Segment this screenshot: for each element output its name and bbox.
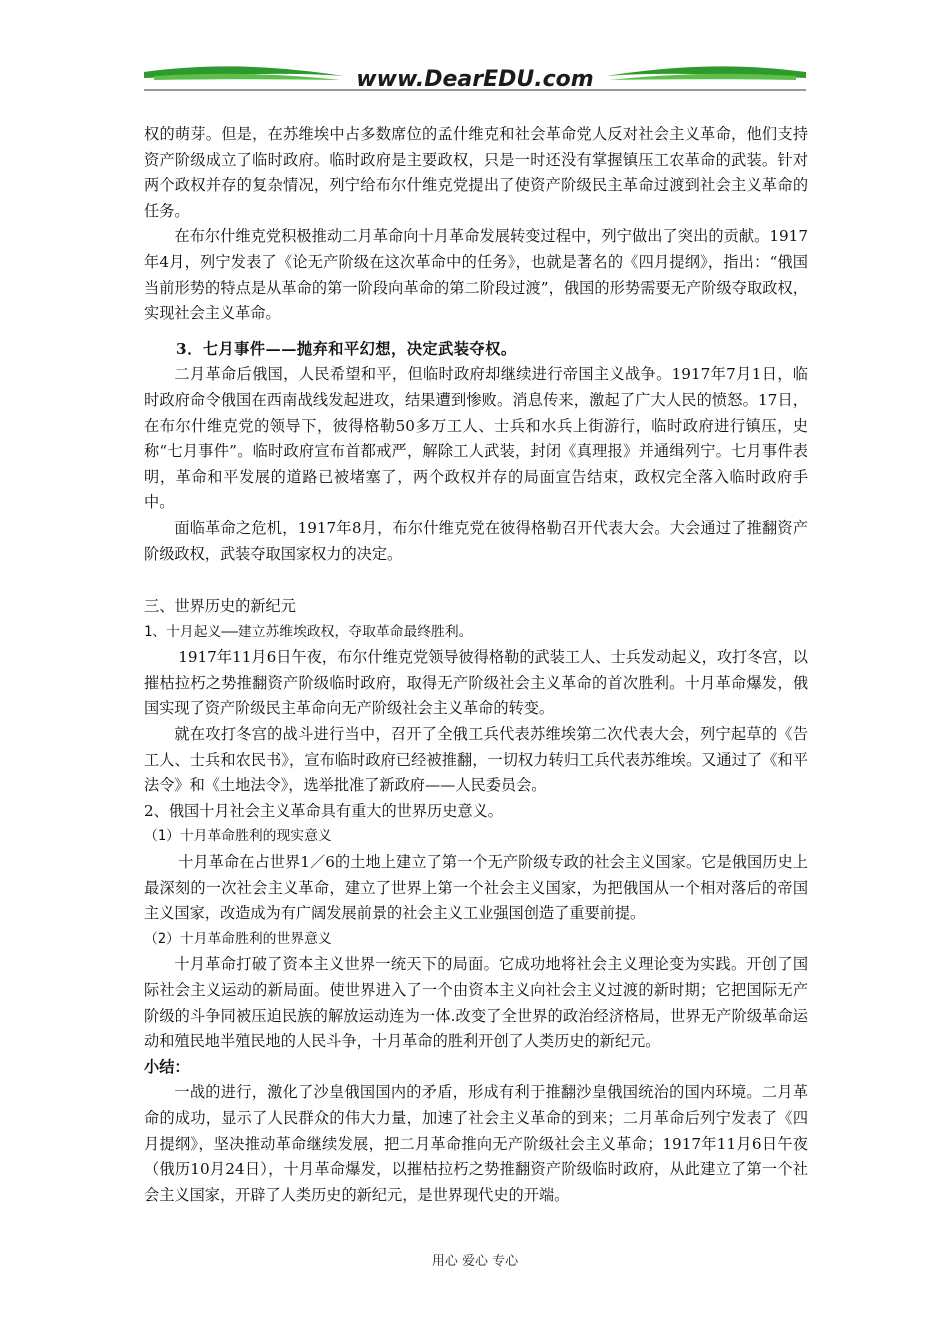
site-logo-header xyxy=(144,62,806,94)
paragraph: 十月革命在占世界1／6的土地上建立了第一个无产阶级专政的社会主义国家。它是俄国历史上最深刻的一次社会主义革命，建立了世界上第一个社会主义国家，为把俄国从一个相对落后的帝国主义国家，改造成为有广阔发展前景的社会主义工业强国创造了重要前提。 xyxy=(144,853,808,923)
document-body xyxy=(144,122,808,1208)
logo-swoosh-graphic xyxy=(144,62,806,94)
paragraph: 十月革命打破了资本主义世界一统天下的局面。它成功地将社会主义理论变为实践。开创了国际社会主义运动的新局面。使世界进入了一个由资本主义向社会主义过渡的新时期；它把国际无产阶级的斗争同被压迫民族的解放运动连为一体.改变了全世界的政治经济格局，世界无产阶级革命运动和殖民地半殖民地的人民斗争，十月革命的胜利开创了人类历史的新纪元。 xyxy=(144,955,808,1051)
paragraph: 一战的进行，激化了沙皇俄国国内的矛盾，形成有利于推翻沙皇俄国统治的国内环境。二月革命的成功，显示了人民群众的伟大力量，加速了社会主义革命的到来；二月革命后列宁发表了《四月提纲》，坚决推动革命继续发展，把二月革命推向无产阶级社会主义革命；1917年11月6日午夜（俄历10月24日），十月革命爆发，以摧枯拉朽之势推翻资产阶级临时政府，从此建立了第一个社会主义国家，开辟了人类历史的新纪元，是世界现代史的开端。 xyxy=(144,1083,808,1204)
subsection-heading: （1）十月革命胜利的现实意义 xyxy=(144,828,332,845)
paragraph: 就在攻打冬宫的战斗进行当中，召开了全俄工兵代表苏维埃第二次代表大会，列宁起草的《告工人、士兵和农民书》，宣布临时政府已经被推翻，一切权力转归工兵代表苏维埃。又通过了《和平法令》和《土地法令》，选举批准了新政府——人民委员会。 xyxy=(144,725,808,795)
subsection-heading: 2、俄国十月社会主义革命具有重大的世界历史意义。 xyxy=(144,801,503,820)
paragraph: 二月革命后俄国，人民希望和平，但临时政府却继续进行帝国主义战争。1917年7月1日，临时政府命令俄国在西南战线发起进攻，结果遭到惨败。消息传来，激起了广大人民的愤怒。17日，在布尔什维克党的领导下，彼得格勒50多万工人、士兵和水兵上街游行，临时政府进行镇压，史称“七月事件”。临时政府宣布首都戒严，解除工人武装，封闭《真理报》并通缉列宁。七月事件表明，革命和平发展的道路已被堵塞了，两个政权并存的局面宣告结束，政权完全落入临时政府手中。 xyxy=(144,365,808,512)
page-footer: 用心 爱心 专心 xyxy=(431,1254,519,1269)
paragraph: 面临革命之危机，1917年8月，布尔什维克党在彼得格勒召开代表大会。大会通过了推翻资产阶级政权，武装夺取国家权力的决定。 xyxy=(144,518,808,563)
paragraph: 权的萌芽。但是，在苏维埃中占多数席位的孟什维克和社会革命党人反对社会主义革命，他们支持资产阶级成立了临时政府。临时政府是主要政权，只是一时还没有掌握镇压工农革命的武装。针对两个政权并存的复杂情况，列宁给布尔什维克党提出了使资产阶级民主革命过渡到社会主义革命的任务。 xyxy=(144,125,808,220)
section-heading: 三、世界历史的新纪元 xyxy=(144,597,296,616)
section-heading: 3．七月事件——抛弃和平幻想，决定武装夺权。 xyxy=(176,339,517,358)
paragraph: 在布尔什维克党积极推动二月革命向十月革命发展转变过程中，列宁做出了突出的贡献。1917年4月，列宁发表了《论无产阶级在这次革命中的任务》，也就是著名的《四月提纲》，指出：“俄国当前形势的特点是从革命的第一阶段向革命的第二阶段过渡”，俄国的形势需要无产阶级夺取政权，实现社会主义革命。 xyxy=(144,227,808,323)
summary-title: 小结： xyxy=(144,1057,190,1076)
logo-text: www.DearEDU.com xyxy=(356,67,594,92)
subsection-heading: 1、十月起义——建立苏维埃政权，夺取革命最终胜利。 xyxy=(144,623,473,640)
subsection-heading: （2）十月革命胜利的世界意义 xyxy=(144,930,332,947)
paragraph: 1917年11月6日午夜，布尔什维克党领导彼得格勒的武装工人、士兵发动起义，攻打冬宫，以摧枯拉朽之势推翻资产阶级临时政府，取得无产阶级社会主义革命的首次胜利。十月革命爆发，俄国实现了资产阶级民主革命向无产阶级社会主义革命的转变。 xyxy=(144,648,808,718)
